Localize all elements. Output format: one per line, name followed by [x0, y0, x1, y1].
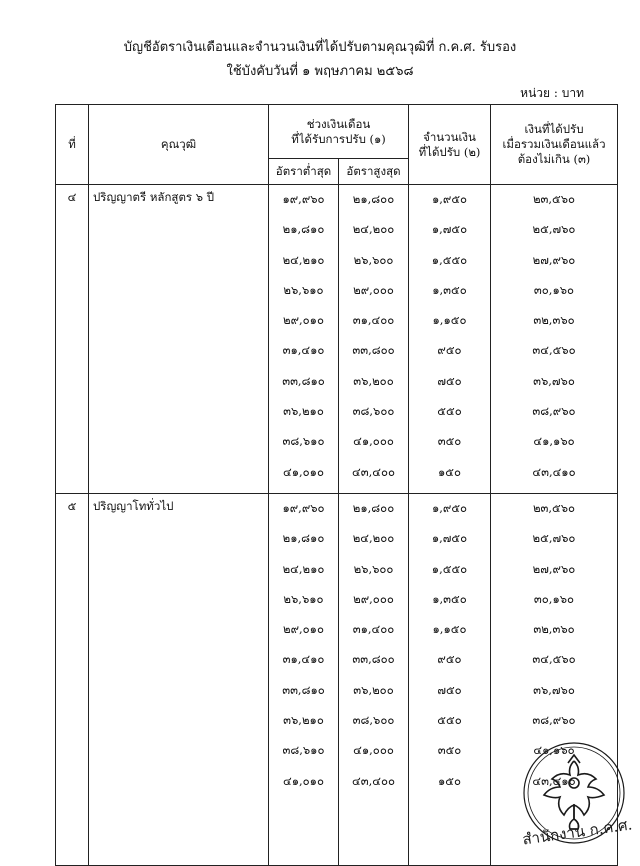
value-max: ๓๓,๘๐๐ — [352, 652, 395, 667]
value-min: ๒๖,๖๑๐ — [283, 282, 324, 297]
value-min: ๒๔,๒๑๐ — [282, 561, 325, 576]
header-cap — [491, 105, 618, 185]
value-min: ๒๔,๒๑๐ — [282, 252, 325, 267]
value-adjust: ๑,๕๕๐ — [431, 561, 468, 576]
value-adjust: ๑,๓๕๐ — [432, 591, 467, 606]
value-adjust: ๑๕๐ — [437, 464, 462, 479]
table-row — [56, 185, 618, 494]
document-subtitle: ใช้บังคับวันที่ ๑ พฤษภาคม ๒๕๖๘ — [226, 64, 414, 79]
header-cap-line2: เมื่อรวมเงินเดือนแล้ว — [502, 137, 606, 151]
value-cap: ๓๔,๕๖๐ — [532, 652, 576, 667]
value-max: ๓๖,๒๐๐ — [353, 373, 394, 388]
value-min: ๓๑,๔๑๐ — [282, 652, 325, 667]
column-cap — [491, 185, 618, 494]
value-adjust: ๑,๓๕๐ — [432, 282, 467, 297]
value-max: ๔๑,๐๐๐ — [353, 434, 394, 449]
value-min: ๑๙,๙๖๐ — [282, 192, 325, 206]
value-min: ๓๘,๖๑๐ — [282, 434, 325, 449]
value-cap: ๓๐,๑๖๐ — [533, 282, 575, 297]
row-number: ๔ — [56, 185, 89, 494]
value-cap: ๔๑,๑๖๐ — [533, 743, 575, 758]
column-adjust — [409, 494, 491, 866]
value-cap: ๓๐,๑๖๐ — [533, 591, 575, 606]
value-adjust: ๕๕๐ — [437, 404, 462, 419]
value-cap: ๔๓,๔๑๐ — [532, 773, 576, 788]
value-cap: ๒๕,๗๖๐ — [532, 531, 576, 546]
header-cap-line1: เงินที่ได้ปรับ — [524, 122, 584, 136]
value-max: ๒๖,๖๐๐ — [353, 252, 394, 267]
value-min: ๒๑,๘๑๐ — [282, 222, 325, 237]
stamp-text: สำนักงาน ก.ค.ศ. — [521, 815, 634, 849]
value-max: ๔๓,๔๐๐ — [352, 464, 395, 479]
value-max: ๒๑,๘๐๐ — [352, 501, 395, 515]
column-min — [269, 185, 339, 494]
value-adjust: ๑,๕๕๐ — [431, 252, 468, 267]
header-cap-line3: ต้องไม่เกิน (๓) — [517, 152, 591, 166]
value-adjust: ๑,๗๕๐ — [431, 222, 468, 237]
value-cap: ๔๓,๔๑๐ — [532, 464, 576, 479]
column-max — [339, 494, 409, 866]
value-max: ๒๔,๒๐๐ — [352, 531, 395, 546]
value-min: ๑๙,๙๖๐ — [282, 501, 325, 515]
value-cap: ๒๓,๕๖๐ — [532, 501, 576, 515]
header-adjust-line2: ที่ได้ปรับ (๒) — [418, 144, 481, 159]
header-salary-range-line2: ที่ได้รับการปรับ (๑) — [291, 131, 386, 146]
value-cap: ๓๘,๙๖๐ — [532, 713, 576, 728]
value-cap: ๒๓,๕๖๐ — [532, 192, 576, 206]
value-adjust: ๑,๑๕๐ — [432, 313, 467, 328]
value-adjust: ๓๕๐ — [437, 434, 462, 449]
value-max: ๒๖,๖๐๐ — [353, 561, 394, 576]
value-adjust: ๗๕๐ — [437, 682, 462, 697]
value-min: ๓๓,๘๑๐ — [282, 373, 325, 388]
qualification-name: ปริญญาโททั่วไป — [89, 494, 269, 866]
column-min — [269, 494, 339, 866]
value-cap: ๓๘,๙๖๐ — [532, 404, 576, 419]
value-min: ๓๘,๖๑๐ — [282, 743, 325, 758]
header-qualification: คุณวุฒิ — [89, 105, 269, 185]
value-cap: ๓๒,๓๖๐ — [533, 622, 575, 637]
qualification-name: ปริญญาตรี หลักสูตร ๖ ปี — [89, 185, 269, 494]
value-cap: ๒๕,๗๖๐ — [532, 222, 576, 237]
row-number: ๕ — [56, 494, 89, 866]
value-adjust: ๙๕๐ — [437, 652, 462, 667]
value-min: ๒๙,๐๑๐ — [283, 313, 324, 328]
value-max: ๓๓,๘๐๐ — [352, 343, 395, 358]
value-min: ๓๑,๔๑๐ — [282, 343, 325, 358]
header-no: ที่ — [56, 105, 89, 185]
value-adjust: ๑,๙๕๐ — [431, 192, 468, 206]
value-adjust: ๑,๙๕๐ — [431, 501, 468, 515]
value-cap: ๓๔,๕๖๐ — [532, 343, 576, 358]
value-max: ๓๑,๔๐๐ — [352, 313, 395, 328]
value-cap: ๓๖,๗๖๐ — [533, 373, 575, 388]
value-min: ๔๑,๐๑๐ — [283, 464, 324, 479]
value-min: ๓๖,๒๑๐ — [283, 404, 324, 419]
value-max: ๓๘,๖๐๐ — [352, 404, 395, 419]
value-adjust: ๑๕๐ — [437, 773, 462, 788]
value-adjust: ๕๕๐ — [437, 713, 462, 728]
value-max: ๔๓,๔๐๐ — [352, 773, 395, 788]
value-cap: ๒๗,๙๖๐ — [532, 561, 576, 576]
header-salary-range — [269, 105, 409, 159]
value-adjust: ๑,๗๕๐ — [431, 531, 468, 546]
value-adjust: ๓๕๐ — [437, 743, 462, 758]
value-cap: ๒๗,๙๖๐ — [532, 252, 576, 267]
value-adjust: ๗๕๐ — [437, 373, 462, 388]
value-max: ๒๙,๐๐๐ — [353, 282, 394, 297]
header-max-rate: อัตราสูงสุด — [339, 159, 409, 185]
header-adjust — [409, 105, 491, 185]
value-max: ๔๑,๐๐๐ — [353, 743, 394, 758]
column-max — [339, 185, 409, 494]
value-min: ๓๓,๘๑๐ — [282, 682, 325, 697]
document-title: บัญชีอัตราเงินเดือนและจำนวนเงินที่ได้ปรับตามคุณวุฒิที่ ก.ค.ศ. รับรอง — [123, 40, 517, 55]
value-max: ๓๖,๒๐๐ — [353, 682, 394, 697]
value-max: ๒๔,๒๐๐ — [352, 222, 395, 237]
value-min: ๒๖,๖๑๐ — [283, 591, 324, 606]
value-max: ๓๑,๔๐๐ — [352, 622, 395, 637]
value-min: ๒๙,๐๑๐ — [283, 622, 324, 637]
value-adjust: ๑,๑๕๐ — [432, 622, 467, 637]
value-cap: ๓๒,๓๖๐ — [533, 313, 575, 328]
value-adjust: ๙๕๐ — [437, 343, 462, 358]
column-adjust — [409, 185, 491, 494]
value-max: ๒๑,๘๐๐ — [352, 192, 395, 206]
value-max: ๓๘,๖๐๐ — [352, 713, 395, 728]
value-min: ๔๑,๐๑๐ — [283, 773, 324, 788]
header-salary-range-line1: ช่วงเงินเดือน — [306, 116, 371, 131]
value-min: ๓๖,๒๑๐ — [283, 713, 324, 728]
unit-label: หน่วย : บาท — [520, 86, 584, 100]
value-min: ๒๑,๘๑๐ — [282, 531, 325, 546]
value-max: ๒๙,๐๐๐ — [353, 591, 394, 606]
value-cap: ๓๖,๗๖๐ — [533, 682, 575, 697]
value-cap: ๔๑,๑๖๐ — [533, 434, 575, 449]
header-adjust-line1: จำนวนเงิน — [423, 129, 476, 144]
header-min-rate: อัตราต่ำสุด — [269, 159, 339, 185]
